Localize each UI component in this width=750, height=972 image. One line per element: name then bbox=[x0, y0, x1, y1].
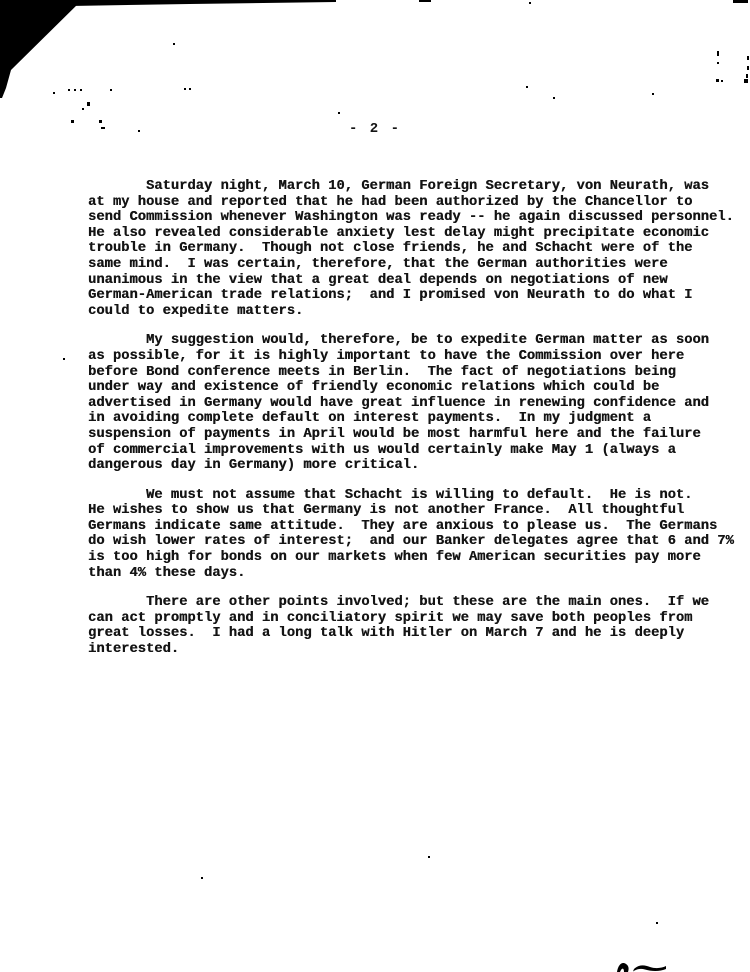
text-line: same mind. I was certain, therefore, that the German authorities were bbox=[88, 256, 668, 272]
scan-speck bbox=[189, 88, 191, 90]
text-line: of commercial improvements with us would certainly make May 1 (always a bbox=[88, 442, 676, 458]
text-line: There are other points involved; but these are the main ones. If we bbox=[88, 595, 709, 611]
scan-speck bbox=[71, 120, 74, 123]
scan-speck bbox=[717, 51, 719, 56]
text-line: interested. bbox=[88, 642, 180, 658]
text-line: We must not assume that Schacht is willing to default. He is not. bbox=[88, 487, 693, 503]
scan-speck bbox=[746, 74, 748, 78]
text-line: trouble in Germany. Though not close friends, he and Schacht were of the bbox=[88, 241, 693, 257]
paragraph-4 bbox=[88, 595, 750, 657]
scan-top-edge-strip bbox=[70, 0, 336, 6]
scan-speck bbox=[747, 66, 749, 70]
text-line: at my house and reported that he had been authorized by the Chancellor to bbox=[88, 194, 693, 210]
scan-speck bbox=[716, 79, 719, 82]
text-line: German-American trade relations; and I promised von Neurath to do what I bbox=[88, 288, 693, 304]
scan-speck bbox=[721, 80, 723, 82]
text-line: advertised in Germany would have great influence in renewing confidence and bbox=[88, 395, 709, 411]
scan-speck bbox=[338, 112, 340, 114]
scan-speck bbox=[110, 89, 112, 91]
handwritten-mark bbox=[613, 959, 667, 972]
text-line: in avoiding complete default on interest payments. In my judgment a bbox=[88, 411, 652, 427]
scan-speck bbox=[82, 108, 84, 110]
scan-speck bbox=[744, 79, 748, 83]
scan-speck bbox=[201, 877, 203, 879]
scan-speck bbox=[101, 127, 105, 129]
scan-speck bbox=[68, 89, 70, 91]
text-line: dangerous day in Germany) more critical. bbox=[88, 458, 420, 474]
text-line: do wish lower rates of interest; and our Banker delegates agree that 6 and 7% bbox=[88, 534, 734, 550]
text-line: than 4% these days. bbox=[88, 565, 246, 581]
text-line: is too high for bonds on our markets when few American securities pay more bbox=[88, 550, 701, 566]
scan-speck bbox=[87, 102, 90, 106]
scan-corner-black-area bbox=[0, 0, 95, 98]
scan-speck bbox=[526, 86, 528, 88]
paragraph-1 bbox=[88, 179, 750, 319]
scan-speck bbox=[652, 93, 654, 95]
paragraph-3 bbox=[88, 488, 750, 582]
text-line: He wishes to show us that Germany is not another France. All thoughtful bbox=[88, 503, 685, 519]
text-line: unanimous in the view that a great deal depends on negotiations of new bbox=[88, 272, 668, 288]
scan-speck bbox=[63, 358, 65, 360]
scan-speck bbox=[53, 92, 55, 94]
text-line: My suggestion would, therefore, be to expedite German matter as soon bbox=[88, 333, 709, 349]
letter-body bbox=[88, 179, 750, 672]
scan-speck bbox=[419, 0, 431, 2]
scan-speck bbox=[553, 97, 555, 99]
text-line: Germans indicate same attitude. They are anxious to please us. The Germans bbox=[88, 518, 718, 534]
scan-speck bbox=[733, 0, 748, 3]
text-line: Saturday night, March 10, German Foreign Secretary, von Neurath, was bbox=[88, 179, 709, 194]
scan-speck bbox=[80, 89, 82, 91]
scan-speck bbox=[99, 120, 102, 123]
text-line: as possible, for it is highly important to have the Commission over here bbox=[88, 348, 685, 364]
scan-speck bbox=[173, 43, 175, 45]
scan-speck bbox=[717, 62, 719, 64]
scan-speck bbox=[428, 856, 430, 858]
scan-speck bbox=[138, 130, 140, 132]
text-line: great losses. I had a long talk with Hitler on March 7 and he is deeply bbox=[88, 626, 685, 642]
scan-speck bbox=[529, 2, 531, 4]
scan-speck bbox=[184, 88, 186, 90]
page-number: - 2 - bbox=[348, 121, 401, 137]
text-line: send Commission whenever Washington was ready -- he again discussed personnel. bbox=[88, 210, 734, 226]
scan-speck bbox=[656, 922, 658, 924]
text-line: before Bond conference meets in Berlin. The fact of negotiations being bbox=[88, 364, 676, 380]
paragraph-2 bbox=[88, 333, 750, 473]
text-line: under way and existence of friendly economic relations which could be bbox=[88, 380, 660, 396]
text-line: can act promptly and in conciliatory spirit we may save both peoples from bbox=[88, 610, 693, 626]
scan-speck bbox=[747, 56, 749, 60]
scan-speck bbox=[74, 89, 76, 91]
text-line: He also revealed considerable anxiety lest delay might precipitate economic bbox=[88, 225, 709, 241]
text-line: suspension of payments in April would be most harmful here and the failure bbox=[88, 426, 701, 442]
text-line: could to expedite matters. bbox=[88, 303, 304, 319]
